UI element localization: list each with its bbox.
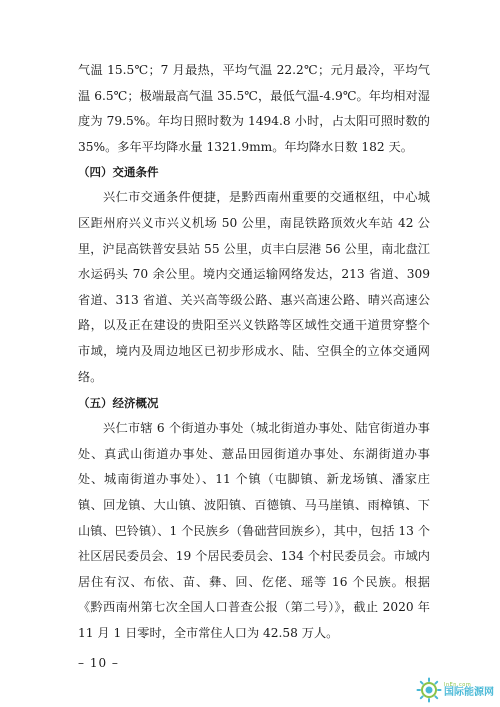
section-heading-economy: （五）经济概况 [78,396,159,411]
watermark-text [444,683,494,698]
climate-paragraph: 气温 15.5℃；7 月最热，平均气温 22.2℃；元月最冷，平均气温 6.5℃；极端最高气温 35.5℃，最低气温-4.9℃。年均相对湿度为 79.5%。年均日照时数为 1494.8 小时，占太阳可照时数的 35%。多年平均降水量 1321.9mm。年均降水日数 182 天。 [78,63,430,154]
watermark [416,677,494,703]
transport-paragraph: 兴仁市交通条件便捷，是黔西南州重要的交通枢纽，中心城区距州府兴义市兴义机场 50 公里，南昆铁路顶效火车站 42 公里，沪昆高铁普安县站 55 公里，贞丰白层港 56 公里，南北盘江水运码头 70 余公里。境内交通运输网络发达，213 省道、309 省道、313 省道、关兴高等级公路、惠兴高速公路、晴兴高速公路，以及正在建设的贵阳至兴义铁路等区域性交通干道贯穿整个市域，境内及周边地区已初步形成水、陆、空俱全的立体交通网络。 [78,190,430,384]
watermark-main: 国际能源网 [444,686,494,698]
document-body [78,58,430,646]
economy-paragraph: 兴仁市辖 6 个街道办事处（城北街道办事处、陆官街道办事处、真武山街道办事处、薏品田园街道办事处、东湖街道办事处、城南街道办事处）、11 个镇（屯脚镇、新龙场镇、潘家庄镇、回龙镇、大山镇、波阳镇、百德镇、马马崖镇、雨樟镇、下山镇、巴铃镇）、1 个民族乡（鲁础营回族乡），其中，包括 13 个社区居民委员会、19 个居民委员会、134 个村民委员会。市域内居住有汉、布依、苗、彝、回、仡佬、瑶等 16 个民族。根据《黔西南州第七次全国人口普查公报（第二号）》，截止 2020 年 11 月 1 日零时，全市常住人口为 42.58 万人。 [78,421,430,640]
watermark-sub: InEn.com [444,681,472,688]
section-heading-transport: （四）交通条件 [78,165,159,180]
energy-logo-icon [416,677,442,703]
page-number: – 10 – [78,656,119,670]
